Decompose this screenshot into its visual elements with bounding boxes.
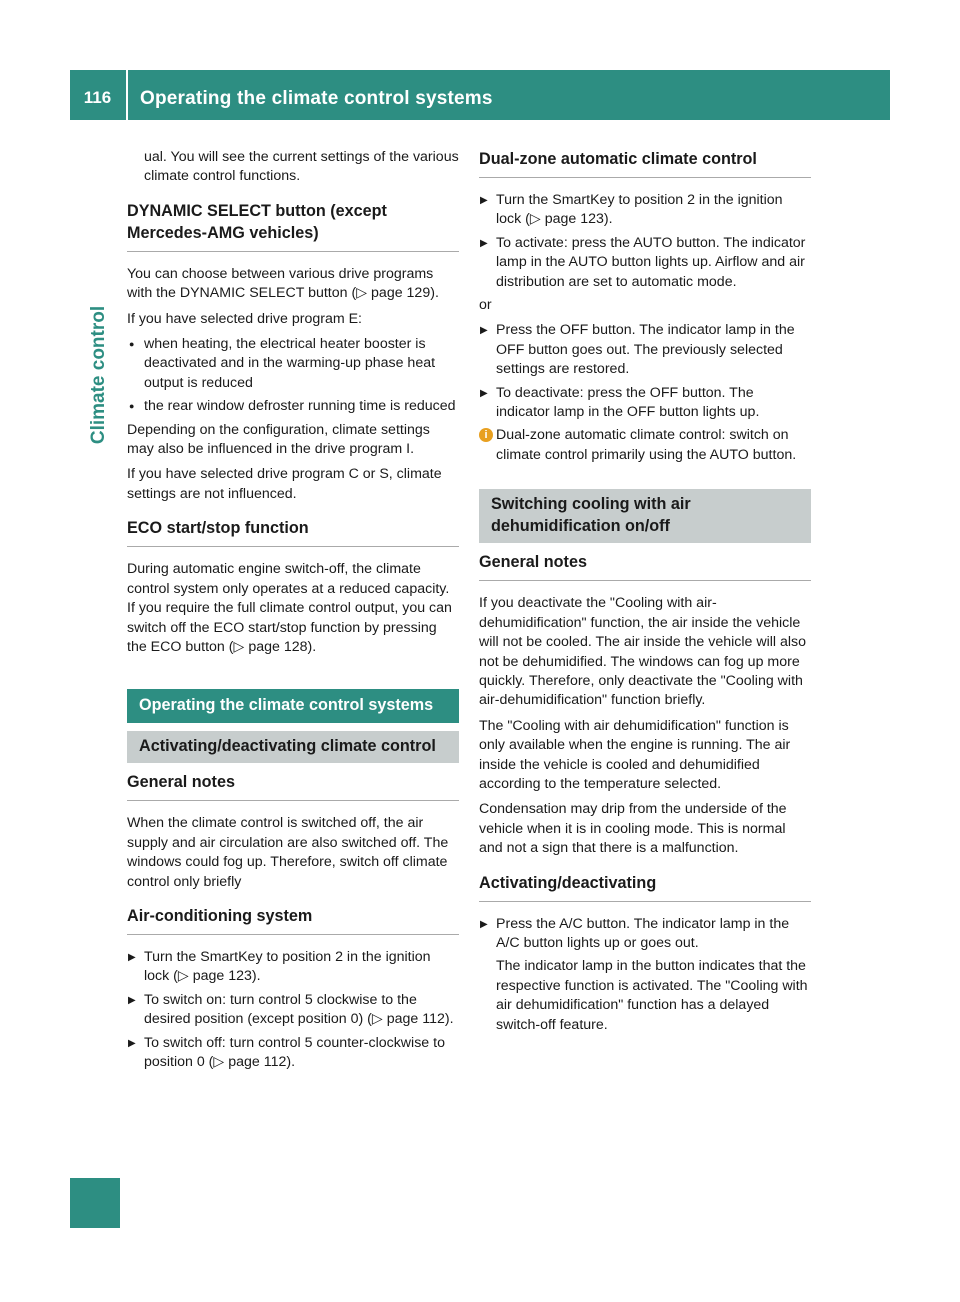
info-text: Dual-zone automatic climate control: switch on climate control primarily using the AUTO button. — [496, 427, 797, 463]
step-item: ▶ Turn the SmartKey to position 2 in the ignition lock (▷ page 123). — [479, 191, 811, 230]
ac-note: The indicator lamp in the button indicates that the respective function is activated. The "Cooling with air dehumidification" function has a delayed switch-off feature. — [496, 958, 808, 1033]
ac-system-heading: Air-conditioning system — [127, 905, 459, 935]
general-notes-text: When the climate control is switched off, the air supply and air circulation are also switched off. The windows could fog up. Therefore, switch off climate control only briefly — [127, 815, 449, 890]
side-tab-marker — [70, 1178, 120, 1228]
step-item: ▶ Press the OFF button. The indicator lamp in the OFF button goes out. The previously selected settings are restored. — [479, 321, 811, 379]
cooling-band: Switching cooling with air dehumidification on/off — [479, 489, 811, 543]
cooling-p2: The "Cooling with air dehumidification" function is only available when the engine is running. The air inside the vehicle is cooled and dehumidified according to the temperature selected. — [479, 717, 791, 792]
right-column — [479, 148, 811, 1041]
step-item: ▶ To switch on: turn control 5 clockwise to the desired position (except position 0) (▷ page 112). — [127, 991, 459, 1030]
step-item: ▶ To activate: press the AUTO button. The indicator lamp in the AUTO button lights up. Airflow and air distribution are set to automatic mode. — [479, 234, 811, 292]
dynamic-select-p2: If you have selected drive program E: — [127, 310, 363, 327]
step-item: ▶ Turn the SmartKey to position 2 in the ignition lock (▷ page 123). — [127, 948, 459, 987]
cooling-general-heading: General notes — [479, 551, 811, 581]
or-text: or — [479, 297, 492, 314]
step-item: ▶ Press the A/C button. The indicator lamp in the A/C button lights up or goes out. — [479, 915, 811, 954]
dynamic-select-p4: If you have selected drive program C or S, climate settings are not influenced. — [127, 466, 442, 502]
header-divider — [126, 70, 128, 120]
eco-text: During automatic engine switch-off, the climate control system only operates at a reduced capacity. If you require the full climate control output, you can switch off the ECO start/stop function by pressing the ECO button (▷ page 128). — [127, 561, 452, 655]
bullet-item: ● the rear window defroster running time is reduced — [127, 397, 459, 416]
info-note — [479, 426, 811, 465]
info-icon: i — [479, 428, 493, 442]
section-band: Operating the climate control systems — [127, 689, 459, 723]
bullet-item: ● when heating, the electrical heater booster is deactivated and in the warming-up phase heat output is reduced — [127, 335, 459, 393]
dynamic-select-heading: DYNAMIC SELECT button (except Mercedes-AMG vehicles) — [127, 200, 459, 252]
step-item: ▶ To deactivate: press the OFF button. The indicator lamp in the OFF button lights up. — [479, 384, 811, 423]
cooling-p3: Condensation may drip from the underside of the vehicle when it is in cooling mode. This is normal and not a sign that there is a malfunction. — [479, 801, 787, 857]
eco-heading: ECO start/stop function — [127, 517, 459, 547]
general-notes-heading: General notes — [127, 771, 459, 801]
cooling-p1: If you deactivate the "Cooling with air-dehumidification" function, the air inside the vehicle will not be cooled. The air inside the vehicle will also not be dehumidified. The windows can fog up more quickly. Therefore, only deactivate the "Cooling with air-dehumidification" function briefly. — [479, 595, 807, 709]
page-title: Operating the climate control systems — [140, 88, 493, 109]
left-column — [127, 148, 459, 1076]
dynamic-select-p3: Depending on the configuration, climate settings may also be influenced in the drive program I. — [127, 421, 430, 458]
dual-zone-heading: Dual-zone automatic climate control — [479, 148, 811, 178]
dynamic-select-p1: You can choose between various drive programs with the DYNAMIC SELECT button (▷ page 129). — [127, 265, 439, 302]
page-number: 116 — [83, 88, 112, 107]
side-tab-label: Climate control — [88, 305, 109, 445]
activating-heading: Activating/deactivating — [479, 872, 811, 902]
activating-band: Activating/deactivating climate control — [127, 731, 459, 763]
step-item: ▶ To switch off: turn control 5 counter-clockwise to position 0 (▷ page 112). — [127, 1034, 459, 1073]
intro-text: ual. You will see the current settings of the various climate control functions. — [144, 149, 459, 185]
